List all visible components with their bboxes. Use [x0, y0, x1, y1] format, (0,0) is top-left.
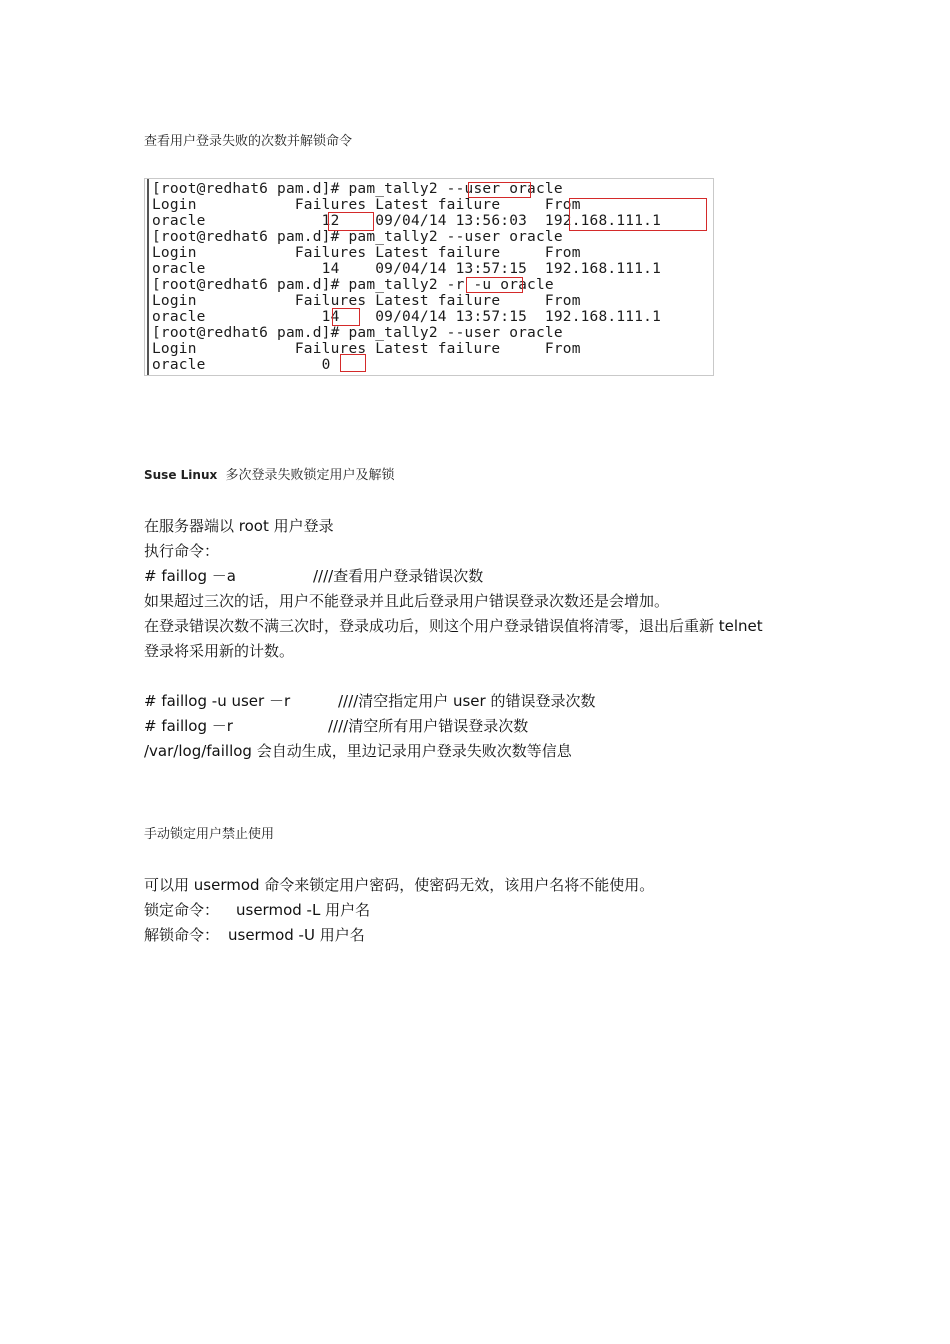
heading-suse-linux	[144, 464, 395, 483]
command-faillog-a: # faillog －a	[144, 567, 236, 585]
terminal-line: oracle 12 09/04/14 13:56:03 192.168.111.1	[152, 213, 661, 229]
highlight-failures-14	[332, 308, 360, 326]
heading-suse-rest: 多次登录失败锁定用户及解锁	[225, 468, 395, 483]
paragraph: 登录将采用新的计数。	[144, 642, 295, 660]
highlight-failures-12	[328, 212, 374, 231]
terminal-left-border	[147, 179, 149, 375]
paragraph: 可以用 usermod 命令来锁定用户密码，使密码无效，该用户名将不能使用。	[144, 876, 655, 894]
paragraph: 在服务器端以 root 用户登录	[144, 517, 334, 535]
terminal-line: oracle 0	[152, 357, 331, 373]
command-comment: ////查看用户登录错误次数	[313, 567, 484, 585]
heading-manual-lock: 手动锁定用户禁止使用	[144, 827, 275, 842]
lock-command: usermod -L 用户名	[236, 901, 371, 919]
highlight-from-ip	[569, 198, 707, 231]
unlock-command-label: 解锁命令：	[144, 926, 220, 944]
highlight-reset-flag	[466, 277, 523, 293]
terminal-line: oracle 14 09/04/14 13:57:15 192.168.111.1	[152, 261, 661, 277]
terminal-line: Login Failures Latest failure From	[152, 197, 581, 213]
paragraph: 在登录错误次数不满三次时，登录成功后，则这个用户登录错误值将清零，退出后重新 telnet	[144, 617, 763, 635]
command-faillog-r: # faillog －r	[144, 717, 233, 735]
terminal-line: Login Failures Latest failure From	[152, 245, 581, 261]
heading-pam-tally: 查看用户登录失败的次数并解锁命令	[144, 134, 353, 149]
highlight-failures-0	[340, 354, 366, 372]
heading-suse-bold: Suse Linux	[144, 468, 218, 482]
terminal-screenshot	[144, 178, 714, 376]
lock-command-label: 锁定命令：	[144, 901, 220, 919]
terminal-line: oracle 14 09/04/14 13:57:15 192.168.111.1	[152, 309, 661, 325]
terminal-line: Login Failures Latest failure From	[152, 293, 581, 309]
terminal-line: [root@redhat6 pam.d]# pam_tally2 -r -u oracle	[152, 277, 554, 293]
terminal-line: Login Failures Latest failure From	[152, 341, 581, 357]
command-faillog-u-r: # faillog -u user －r	[144, 692, 291, 710]
terminal-line: [root@redhat6 pam.d]# pam_tally2 --user oracle	[152, 325, 563, 341]
paragraph: /var/log/faillog 会自动生成，里边记录用户登录失败次数等信息	[144, 742, 572, 760]
terminal-line: [root@redhat6 pam.d]# pam_tally2 --user oracle	[152, 181, 563, 197]
command-comment: ////清空所有用户错误登录次数	[328, 717, 529, 735]
paragraph: 如果超过三次的话，用户不能登录并且此后登录用户错误登录次数还是会增加。	[144, 592, 670, 610]
terminal-line: [root@redhat6 pam.d]# pam_tally2 --user oracle	[152, 229, 563, 245]
unlock-command: usermod -U 用户名	[228, 926, 365, 944]
highlight-user-flag	[468, 182, 531, 198]
command-comment: ////清空指定用户 user 的错误登录次数	[338, 692, 596, 710]
paragraph: 执行命令：	[144, 542, 220, 560]
